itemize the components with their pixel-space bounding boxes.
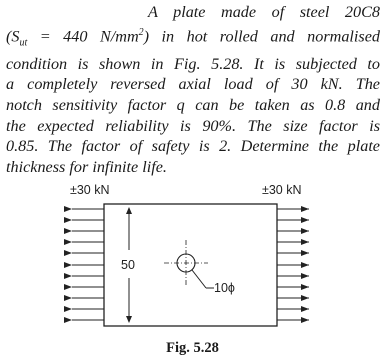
figure-5-28 <box>0 180 385 363</box>
line-2-rest: ) in hot rolled and normalised <box>143 26 380 45</box>
sut-unit-exponent: 2 <box>138 26 144 38</box>
sut-value: = 440 N/mm <box>27 26 139 45</box>
hole-leader <box>192 270 206 288</box>
left-load-label: ±30 kN <box>70 183 110 197</box>
problem-line-8: thickness for infinite life. <box>6 157 167 176</box>
sut-subscript: ut <box>19 37 28 49</box>
right-load-label: ±30 kN <box>262 183 302 197</box>
paren-open: ( <box>6 26 12 45</box>
problem-line-7: 0.85. The factor of safety is 2. Determine the plate <box>6 137 380 156</box>
left-load-arrows <box>72 209 104 320</box>
problem-line-5: notch sensitivity factor q can be taken as 0.8 and <box>6 96 380 114</box>
right-load-arrows <box>277 209 309 320</box>
sut-symbol: S <box>11 26 20 45</box>
height-label: 50 <box>121 258 135 272</box>
problem-line-2 <box>6 23 380 54</box>
problem-line-3: condition is shown in Fig. 5.28. It is subjected to <box>6 54 380 73</box>
hole-diameter-label: 10ϕ <box>214 281 235 295</box>
plate-diagram <box>0 180 385 340</box>
hole <box>164 240 208 286</box>
problem-line-4: a completely reversed axial load of 30 kN. The <box>6 75 380 94</box>
figure-caption: Fig. 5.28 <box>166 340 219 356</box>
problem-statement <box>6 2 380 177</box>
problem-line-1: A plate made of steel 20C8 <box>148 3 380 21</box>
problem-line-6: the expected reliability is 90%. The size factor is <box>6 116 380 135</box>
